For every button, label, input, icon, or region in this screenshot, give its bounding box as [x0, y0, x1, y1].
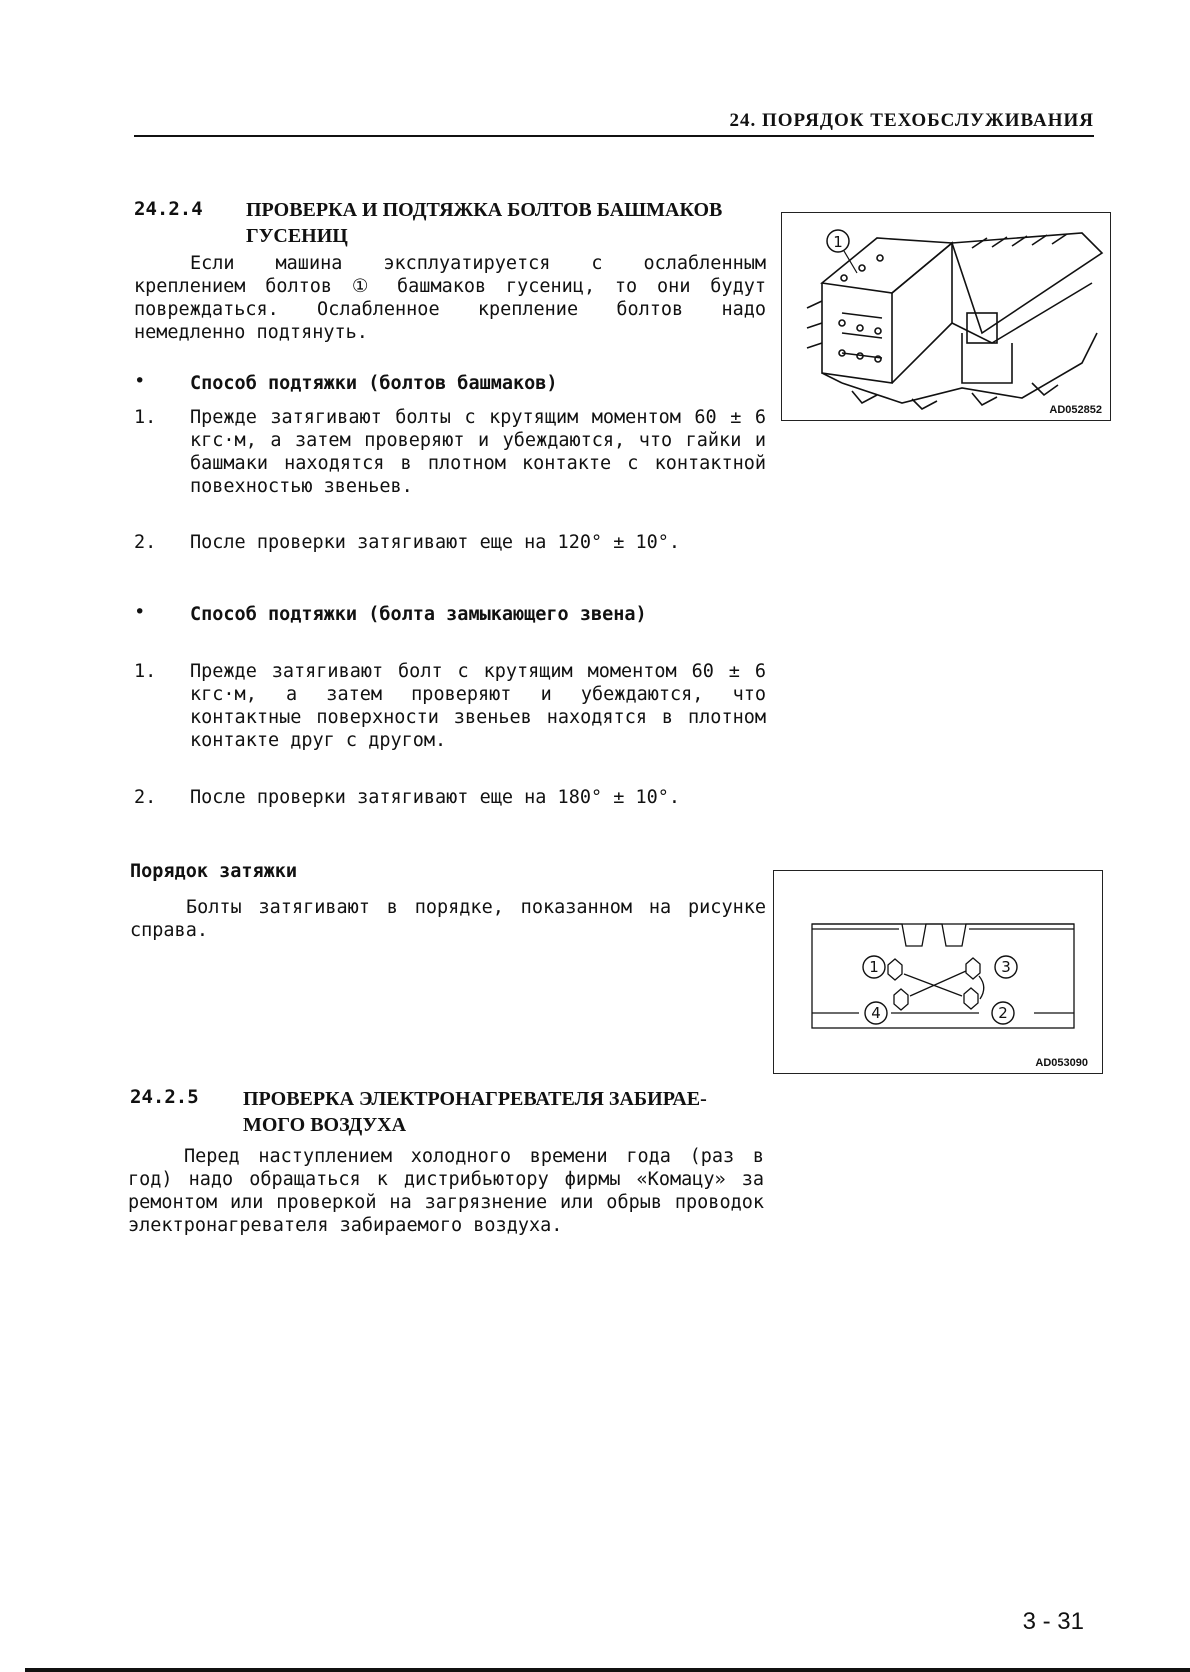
step-text: После проверки затягивают еще на 120° ± 10°. — [190, 532, 681, 553]
bolt-order-2: 2 — [998, 1004, 1008, 1022]
bolt-order-3: 3 — [1001, 958, 1011, 976]
method-a-title: Способ подтяжки (болтов башмаков) — [190, 373, 558, 394]
step-text: После проверки затягивают еще на 180° ± 10°. — [190, 787, 681, 808]
step-text: Прежде затягивают болт с крутящим моментом 60 ± 6 кгс·м, а затем проверяют и убеждаются, что контактные поверхности звеньев находятся в плотном контакте друг с другом. — [190, 661, 766, 751]
bottom-rule — [25, 1668, 1190, 1672]
section-title-line2: МОГО ВОЗДУХА — [243, 1114, 407, 1136]
intro-paragraph: Если машина эксплуатируется с ослабленным креплением болтов ① башмаков гусениц, то они будут повреждаться. Ослабленное крепление болтов надо немедленно подтянуть. — [134, 253, 766, 343]
callout-label: 1 — [833, 233, 843, 251]
order-title: Порядок затяжки — [130, 861, 298, 882]
step-text: Прежде затягивают болты с крутящим моментом 60 ± 6 кгс·м, а затем проверяют и убеждаются, что гайки и башмаки находятся в плотном контакте с контактной повехностью звеньев. — [190, 407, 766, 497]
bolt-order-4: 4 — [871, 1004, 881, 1022]
section-title-line1: ПРОВЕРКА ЭЛЕКТРОНАГРЕВАТЕЛЯ ЗАБИРАЕ- — [243, 1088, 707, 1110]
section-number: 24.2.5 — [130, 1086, 199, 1108]
step-number: 1. — [134, 407, 157, 428]
bullet: • — [134, 370, 146, 392]
section-title-line2: ГУСЕНИЦ — [246, 225, 348, 247]
figure-code: AD053090 — [1035, 1057, 1088, 1069]
method-b-title: Способ подтяжки (болта замыкающего звена) — [190, 604, 647, 625]
section-title — [243, 1086, 707, 1138]
track-shoe-figure — [781, 212, 1111, 421]
tightening-order-diagram — [774, 871, 1102, 1073]
bolt-order-1: 1 — [869, 958, 879, 976]
running-header: 24. ПОРЯДОК ТЕХОБСЛУЖИВАНИЯ — [729, 110, 1094, 131]
section-title — [246, 197, 722, 249]
step-number: 2. — [134, 787, 157, 808]
step-number: 1. — [134, 661, 157, 682]
header-rule — [134, 135, 1094, 137]
section-number: 24.2.4 — [134, 198, 203, 220]
track-shoe-illustration — [782, 213, 1110, 420]
order-text: Болты затягивают в порядке, показанном на рисунке справа. — [130, 897, 766, 941]
bullet: • — [134, 601, 146, 623]
heater-paragraph: Перед наступлением холодного времени года (раз в год) надо обращаться к дистрибьютору фирмы «Комацу» за ремонтом или проверкой на загрязнение или обрыв проводок электронагревателя забираемого воздуха. — [128, 1146, 764, 1236]
section-title-line1: ПРОВЕРКА И ПОДТЯЖКА БОЛТОВ БАШМАКОВ — [246, 199, 723, 221]
tightening-order-figure — [773, 870, 1103, 1074]
step-number: 2. — [134, 532, 157, 553]
page-number: 3 - 31 — [1022, 1608, 1084, 1635]
figure-code: AD052852 — [1049, 404, 1102, 416]
